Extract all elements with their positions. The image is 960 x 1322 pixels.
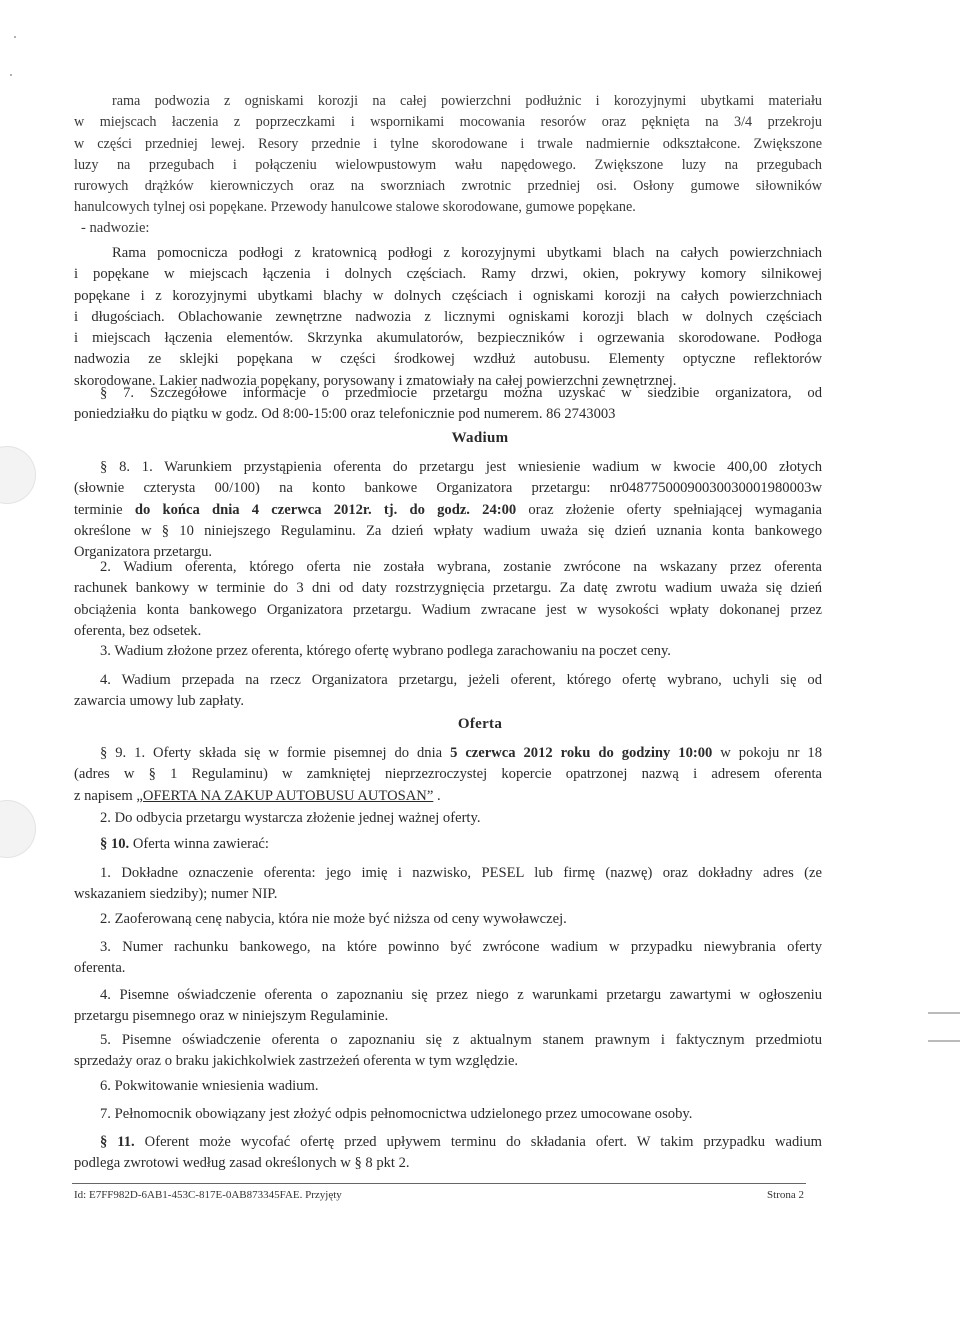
heading-oferta: Oferta: [457, 716, 503, 732]
intro-paragraph: [74, 91, 822, 219]
text-line: i popękane w miejscach łączenia i dolnych częściach. Ramy drzwi, okien, pokrywy komory silnikowej: [74, 266, 822, 283]
section-8-1: [74, 457, 822, 563]
text-line: skorodowane. Lakier nadwozia popękany, porysowany i zmatowiały na całej powierzchni zewnętrznej.: [74, 372, 677, 389]
text-line: 1. Dokładne oznaczenie oferenta: jego imię i nazwisko, PESEL lub firmę (nazwę) oraz dokładny adres (ze: [100, 865, 822, 881]
text-line: w miejscach łaczenia z poprzeczkami i wspornikami mocowania resorów oraz pęknięta na 3/4 przekroju: [74, 114, 822, 131]
text-line: 2. Do odbycia przetargu wystarcza złożenie jednej ważnej oferty.: [100, 810, 481, 826]
scan-edge-mark: [928, 1012, 960, 1014]
text-line: oferenta, bez odsetek.: [74, 622, 202, 639]
text-line: obciążenia konta bankowego Organizatora przetargu. Wadium zwracane jest w wysokości wpłaty dokonanej przez: [74, 601, 822, 618]
section-10-3: [74, 937, 822, 980]
text-run: z napisem: [74, 787, 137, 804]
text-line: hanulcowych tylnej osi popękane. Przewody hanulcowe stalowe skorodowane, gumowe popękane.: [74, 199, 636, 216]
text-line: luzy na przegubach i połączeniu wielowpustowym wału napędowego. Zwiększone luzy na przegubach: [74, 156, 822, 173]
text-run: § 9. 1. Oferty składa się w formie pisemnej do dnia: [100, 745, 451, 761]
page-footer: [74, 1189, 804, 1201]
section-10-2: [74, 909, 822, 930]
text-line: sprzedaży oraz o braku jakichkolwiek zastrzeżeń oferenta w tym względzie.: [74, 1053, 519, 1070]
nadwozie-label: - nadwozie:: [81, 220, 150, 236]
text-line: 4. Wadium przepada na rzecz Organizatora przetargu, jeżeli oferent, którego ofertę wybrano, uchyli się od: [100, 672, 822, 688]
text-line: rama podwozia z ogniskami korozji na całej powierzchni podłużnic i korozyjnymi ubytkami materiału: [112, 93, 822, 109]
section-9-1: [74, 743, 822, 807]
section-10-4: [74, 985, 822, 1028]
text-line: [74, 500, 822, 521]
footer-rule: [72, 1183, 806, 1184]
document-id: Id: E7FF982D-6AB1-453C-817E-0AB873345FAE. Przyjęty: [74, 1189, 342, 1201]
text-line: wskazaniem siedziby); numer NIP.: [74, 886, 278, 903]
text-line: 3. Numer rachunku bankowego, na które powinno być zwrócone wadium w przypadku niewybrania oferty: [100, 939, 822, 955]
text-line: [74, 786, 822, 807]
text-line: nadwozia ze sklejki popękana w części środkowej wzdłuż autobusu. Elementy optyczne reflektorów: [74, 351, 822, 368]
nadwozie-paragraph: [74, 243, 822, 392]
section-11: [74, 1132, 822, 1175]
text-line: [74, 1132, 822, 1153]
text-line: określone w § 10 niniejszego Regulaminu. Za dzień wpłaty wadium uważa się dzień uznania konta bankowego: [74, 522, 822, 539]
text-line: [74, 834, 822, 855]
text-run: Oferta winna zawierać:: [129, 836, 269, 852]
punch-hole-bottom: [0, 800, 36, 858]
text-line: (adres w § 1 Regulaminu) w zamkniętej nieprzezroczystej kopercie opatrzonej nazwą i adresem oferenta: [74, 766, 822, 783]
scan-edge-mark: [928, 1040, 960, 1042]
page-number: Strona 2: [767, 1189, 804, 1201]
deadline-emphasis: 5 czerwca 2012 roku do godziny 10:00: [450, 745, 713, 761]
text-line: w części przedniej lewej. Resory przednie i tylne skorodowane i trwale nadmiernie odkształcone. Zwiększone: [74, 135, 822, 152]
section-7: [74, 383, 822, 426]
heading-wadium: Wadium: [451, 430, 509, 446]
deadline-emphasis: do końca dnia 4 czerwca 2012r. tj. do godz. 24:00: [134, 501, 517, 518]
section-number: § 11.: [100, 1134, 135, 1150]
scan-speck: [14, 36, 16, 38]
text-line: 6. Pokwitowanie wniesienia wadium.: [100, 1078, 319, 1094]
section-8-2: [74, 557, 822, 642]
text-line: popękane i z korozyjnymi ubytkami blachy w dolnych częściach i ogniskami korozji na całych powierzchniach: [74, 287, 822, 304]
text-line: 7. Pełnomocnik obowiązany jest złożyć odpis pełnomocnictwa udzielonego przez umocowane osoby.: [100, 1106, 693, 1122]
text-line: § 7. Szczegółowe informacje o przedmiocie przetargu można uzyskać w siedzibie organizatora, od: [100, 385, 822, 401]
text-line: Rama pomocnicza podłogi z kratownicą podłogi z korozyjnymi ubytkami blach na całych powierzchniach: [112, 245, 822, 261]
section-10-6: [74, 1076, 822, 1097]
text-run: oraz złożenie oferty spełniającej wymagania: [516, 501, 822, 518]
text-line: i miejscach łączenia elementów. Skrzynka akumulatorów, bezpieczników i ogrzewania skorodowane. Podłoga: [74, 330, 822, 347]
text-line: § 8. 1. Warunkiem przystąpienia oferenta do przetargu jest wniesienie wadium w kwocie 400,00 złotych: [100, 459, 822, 475]
text-line: 2. Zaoferowaną cenę nabycia, która nie może być niższa od ceny wywoławczej.: [100, 911, 567, 927]
section-9-2: [74, 808, 822, 829]
text-run: Oferent może wycofać ofertę przed upływem terminu do składania ofert. W takim przypadku wadium: [134, 1134, 822, 1150]
section-10: [74, 834, 822, 855]
text-line: podlega zwrotowi według zasad określonych w § 8 pkt 2.: [74, 1155, 410, 1172]
section-10-7: [74, 1104, 822, 1125]
text-line: oferenta.: [74, 960, 126, 977]
text-line: 5. Pisemne oświadczenie oferenta o zapoznaniu się z aktualnym stanem prawnym i faktycznym przedmiotu: [100, 1032, 822, 1048]
section-10-5: [74, 1030, 822, 1073]
text-line: 2. Wadium oferenta, którego oferta nie została wybrana, zostanie zwrócone na wskazany przez oferenta: [100, 559, 822, 575]
section-10-1: [74, 863, 822, 906]
text-line: 4. Pisemne oświadczenie oferenta o zapoznaniu się przez niego z warunkami przetargu zawartymi w ogłoszeniu: [100, 987, 822, 1003]
text-line: zawarcia umowy lub zapłaty.: [74, 693, 245, 710]
section-number: § 10.: [100, 836, 130, 852]
section-8-3: [74, 641, 822, 662]
scan-speck: [10, 74, 12, 76]
text-line: poniedziałku do piątku w godz. Od 8:00-15:00 oraz telefonicznie pod numerem. 86 2743003: [74, 406, 616, 423]
text-line: rurowych drążków kierowniczych oraz na sworzniach zwrotnic przedniej osi. Osłony gumowe siłowników: [74, 178, 822, 195]
punch-hole-top: [0, 446, 36, 504]
text-line: i długościach. Oblachowanie zewnętrzne nadwozia z licznymi ogniskami korozji blach w dolnych częściach: [74, 308, 822, 325]
text-line: [74, 743, 822, 764]
text-line: (słownie czterysta 00/100) na konto bankowe Organizatora przetargu: nr04877500090030030001980003w: [74, 480, 822, 497]
text-line: rachunek bankowy w terminie do 3 dni od daty rozstrzygnięcia przetargu. Za datę zwrotu wadium uważa się dzień: [74, 580, 822, 597]
text-line: Organizatora przetargu.: [74, 544, 213, 561]
text-run: w pokoju nr 18: [712, 745, 822, 761]
text-run: .: [433, 787, 441, 804]
text-line: 3. Wadium złożone przez oferenta, którego ofertę wybrano podlega zarachowaniu na poczet ceny.: [100, 643, 671, 659]
text-line: przetargu pisemnego oraz w niniejszym Regulaminie.: [74, 1008, 389, 1025]
envelope-inscription: „OFERTA NA ZAKUP AUTOBUSU AUTOSAN”: [136, 787, 434, 804]
text-run: terminie: [74, 501, 135, 518]
section-8-4: [74, 670, 822, 713]
